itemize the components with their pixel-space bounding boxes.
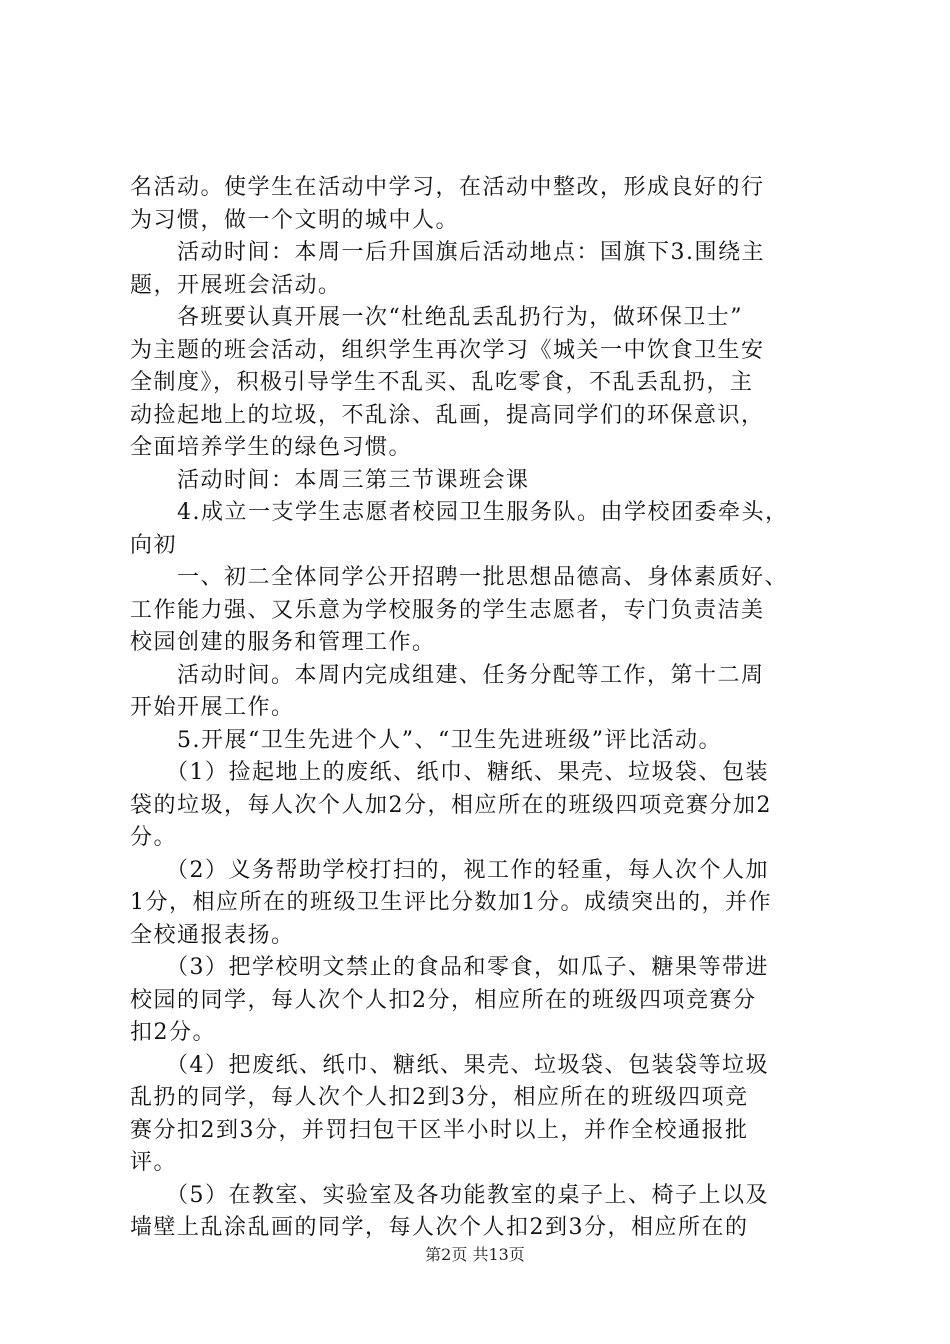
- text-line: 校园的同学，每人次个人扣2分，相应所在的班级四项竞赛分: [130, 987, 757, 1013]
- text-line: （5）在教室、实验室及各功能教室的桌子上、椅子上以及: [130, 1182, 769, 1208]
- text-line: 5.开展“卫生先进个人”、“卫生先进班级”评比活动。: [130, 727, 722, 753]
- page-number-footer: 第2页 共13页: [425, 1245, 525, 1264]
- text-line: 全面培养学生的绿色习惯。: [130, 435, 413, 460]
- text-line: （1）捡起地上的废纸、纸巾、糖纸、果壳、垃圾袋、包装: [130, 760, 769, 785]
- text-line: 乱扔的同学，每人次个人扣2到3分，相应所在的班级四项竞: [130, 1085, 749, 1110]
- text-line: 为主题的班会活动，组织学生再次学习《城关一中饮食卫生安: [130, 337, 765, 363]
- text-line: 评。: [130, 1150, 178, 1175]
- document-body: [130, 172, 830, 1245]
- text-line: 赛分扣2到3分，并罚扫包干区半小时以上，并作全校通报批: [130, 1117, 749, 1143]
- text-line: （2）义务帮助学校打扫的，视工作的轻重，每人次个人加: [130, 857, 769, 883]
- text-line: （4）把废纸、纸巾、糖纸、果壳、垃圾袋、包装袋等垃圾: [130, 1052, 769, 1078]
- text-line: 全制度》，积极引导学生不乱买、乱吃零食，不乱丢乱扔，主: [130, 370, 754, 395]
- text-line: 一、初二全体同学公开招聘一批思想品德高、身体素质好、: [130, 565, 789, 590]
- text-line: 工作能力强、又乐意为学校服务的学生志愿者，专门负责洁美: [130, 597, 765, 623]
- text-line: 题，开展班会活动。: [130, 272, 342, 298]
- text-line: 全校通报表扬。: [130, 922, 295, 948]
- text-line: 活动时间：本周三第三节课班会课: [130, 467, 530, 493]
- text-line: 开始开展工作。: [130, 695, 295, 720]
- text-line: 活动时间。本周内完成组建、任务分配等工作，第十二周: [130, 662, 765, 688]
- text-line: 活动时间：本周一后升国旗后活动地点：国旗下3.围绕主: [130, 240, 765, 265]
- text-line: 袋的垃圾，每人次个人加2分，相应所在的班级四项竞赛分加2: [130, 792, 772, 818]
- document-text: [130, 172, 830, 1245]
- text-line: 各班要认真开展一次“杜绝乱丢乱扔行为，做环保卫士”: [130, 305, 743, 330]
- text-line: 1分，相应所在的班级卫生评比分数加1分。成绩突出的，并作: [130, 890, 772, 915]
- text-line: 名活动。使学生在活动中学习，在活动中整改，形成良好的行: [130, 175, 765, 200]
- text-line: 动捡起地上的垃圾，不乱涂、乱画，提高同学们的环保意识，: [130, 402, 765, 428]
- text-line: 4.成立一支学生志愿者校园卫生服务队。由学校团委牵头，: [130, 500, 789, 525]
- text-line: 向初: [130, 532, 178, 558]
- text-line: 为习惯，做一个文明的城中人。: [130, 207, 460, 233]
- text-line: 扣2分。: [130, 1020, 216, 1045]
- text-line: 分。: [130, 825, 178, 850]
- text-line: （3）把学校明文禁止的食品和零食，如瓜子、糖果等带进: [130, 955, 769, 980]
- text-line: 墙壁上乱涂乱画的同学，每人次个人扣2到3分，相应所在的: [130, 1215, 749, 1240]
- text-line: 校园创建的服务和管理工作。: [130, 630, 436, 655]
